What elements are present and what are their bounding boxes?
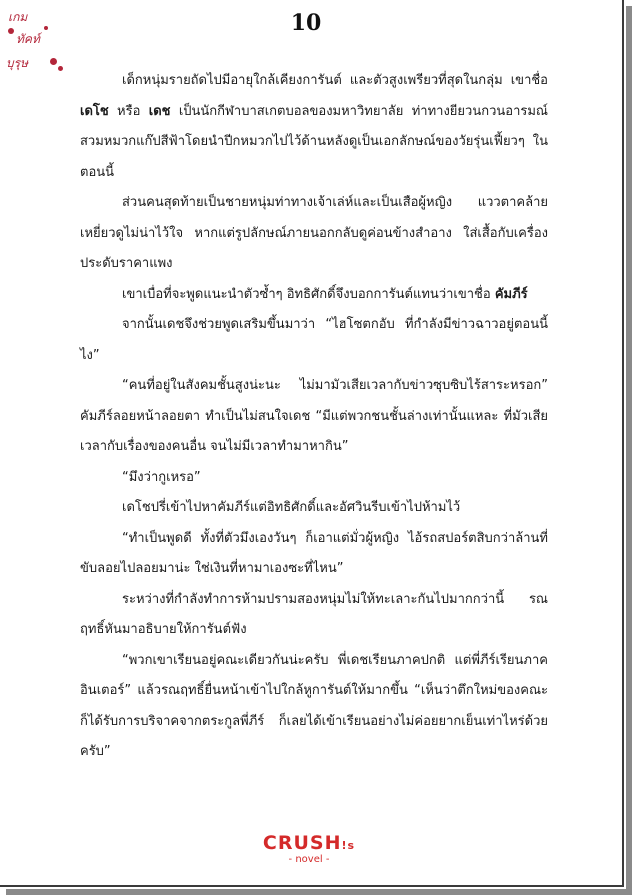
logo-dot-icon	[58, 66, 63, 71]
paragraph	[80, 371, 548, 463]
corner-logo-line-1: เกม	[8, 10, 28, 24]
bold-name: เดโช	[80, 103, 109, 119]
paragraph	[80, 524, 548, 585]
paragraph	[80, 646, 548, 768]
paragraph	[80, 310, 548, 371]
text-segment: “ทำเป็นพูดดี ทั้งที่ตัวมึงเองวันๆ ก็เอาแต่มั่วผู้หญิง ไอ้รถสปอร์ตสิบกว่าล้านที่ขับลอยไปลอยมาน่ะ ใช่เงินที่หามาเองซะที่ไหน”	[80, 530, 548, 576]
text-segment: เป็นนักกีฬาบาสเกตบอลของมหาวิทยาลัย ท่าทางยียวนกวนอารมณ์ สวมหมวกแก๊ปสีฟ้าโดยนำปีกหมวกไปไว้ด้านหลังดูเป็นเอกลักษณ์ของวัยรุ่นเฟี้ยวๆ ในตอนนี้	[80, 103, 548, 180]
crush-logo	[244, 832, 374, 854]
text-segment: “คนที่อยู่ในสังคมชั้นสูงน่ะนะ ไม่มามัวเสียเวลากับข่าวซุบซิบไร้สาระหรอก” คัมภีร์ลอยหน้าลอยตา ทำเป็นไม่สนใจเดช “มีแต่พวกชนชั้นล่างเท่านั้นแหละ ที่มัวเสียเวลากับเรื่องของคนอื่น จนไม่มีเวลาทำมาหากิน”	[80, 378, 548, 454]
paragraph	[80, 463, 548, 494]
page-shadow-bottom	[6, 889, 632, 895]
paragraph	[80, 66, 548, 188]
paragraph	[80, 188, 548, 280]
page-number: 10	[290, 10, 322, 36]
text-segment: ระหว่างที่กำลังทำการห้ามปรามสองหนุ่มไม่ให้ทะเลาะกันไปมากกว่านี้ รณฤทธิ์หันมาอธิบายให้การันต์ฟัง	[80, 591, 548, 637]
text-segment: หรือ	[108, 103, 149, 119]
corner-logo-line-2: ทัคท์	[16, 32, 40, 46]
text-segment: เด็กหนุ่มรายถัดไปมีอายุใกล้เคียงการันต์ และตัวสูงเพรียวที่สุดในกลุ่ม เขาชื่อ	[122, 73, 548, 88]
body-text	[80, 66, 548, 768]
footer-logo	[244, 832, 374, 865]
bold-name: คัมภีร์	[494, 286, 528, 302]
text-segment: จากนั้นเดชจึงช่วยพูดเสริมขึ้นมาว่า “ไฮโซตกอับ ที่กำลังมีข่าวฉาวอยู่ตอนนี้ไง”	[80, 317, 548, 363]
bold-name: เดช	[148, 103, 171, 119]
text-segment: ส่วนคนสุดท้ายเป็นชายหนุ่มท่าทางเจ้าเล่ห์และเป็นเสือผู้หญิง แววตาคล้ายเหยี่ยวดูไม่น่าไว้ใจ หากแต่รูปลักษณ์ภายนอกกลับดูค่อนข้างสำอาง ใส่เสื้อกับเครื่องประดับราคาแพง	[80, 195, 548, 271]
page-shadow-right	[626, 6, 632, 895]
crush-logo-suffix: !s	[341, 839, 356, 852]
paragraph	[80, 280, 548, 311]
crush-logo-text: CRUSH	[262, 832, 342, 854]
text-segment: เขาเบื่อที่จะพูดแนะนำตัวซ้ำๆ อิทธิศักดิ์จึงบอกการันต์แทนว่าเขาชื่อ	[122, 286, 495, 302]
text-segment: “พวกเขาเรียนอยู่คณะเดียวกันน่ะครับ พี่เดชเรียนภาคปกติ แต่พี่ภีร์เรียนภาคอินเตอร์” แล้วรณฤทธิ์ยื่นหน้าเข้าไปใกล้หูการันต์ให้มากขึ้น “เห็นว่าตึกใหม่ของคณะก็ได้รับการบริจาคจากตระกูลพี่ภีร์ ก็เลยได้เข้าเรียนอย่างไม่ค่อยยากเย็นเท่าไหร่ด้วยครับ”	[80, 652, 548, 759]
corner-logo-line-3: บุรุษ	[6, 56, 28, 70]
text-segment: “มึงว่ากูเหรอ”	[122, 469, 201, 485]
logo-dot-icon	[50, 58, 57, 65]
novel-label: - novel -	[288, 854, 330, 865]
text-segment: เดโชปรี่เข้าไปหาคัมภีร์แต่อิทธิศักดิ์และอัศวินรีบเข้าไปห้ามไว้	[122, 500, 461, 515]
paragraph	[80, 585, 548, 646]
paragraph	[80, 493, 548, 524]
